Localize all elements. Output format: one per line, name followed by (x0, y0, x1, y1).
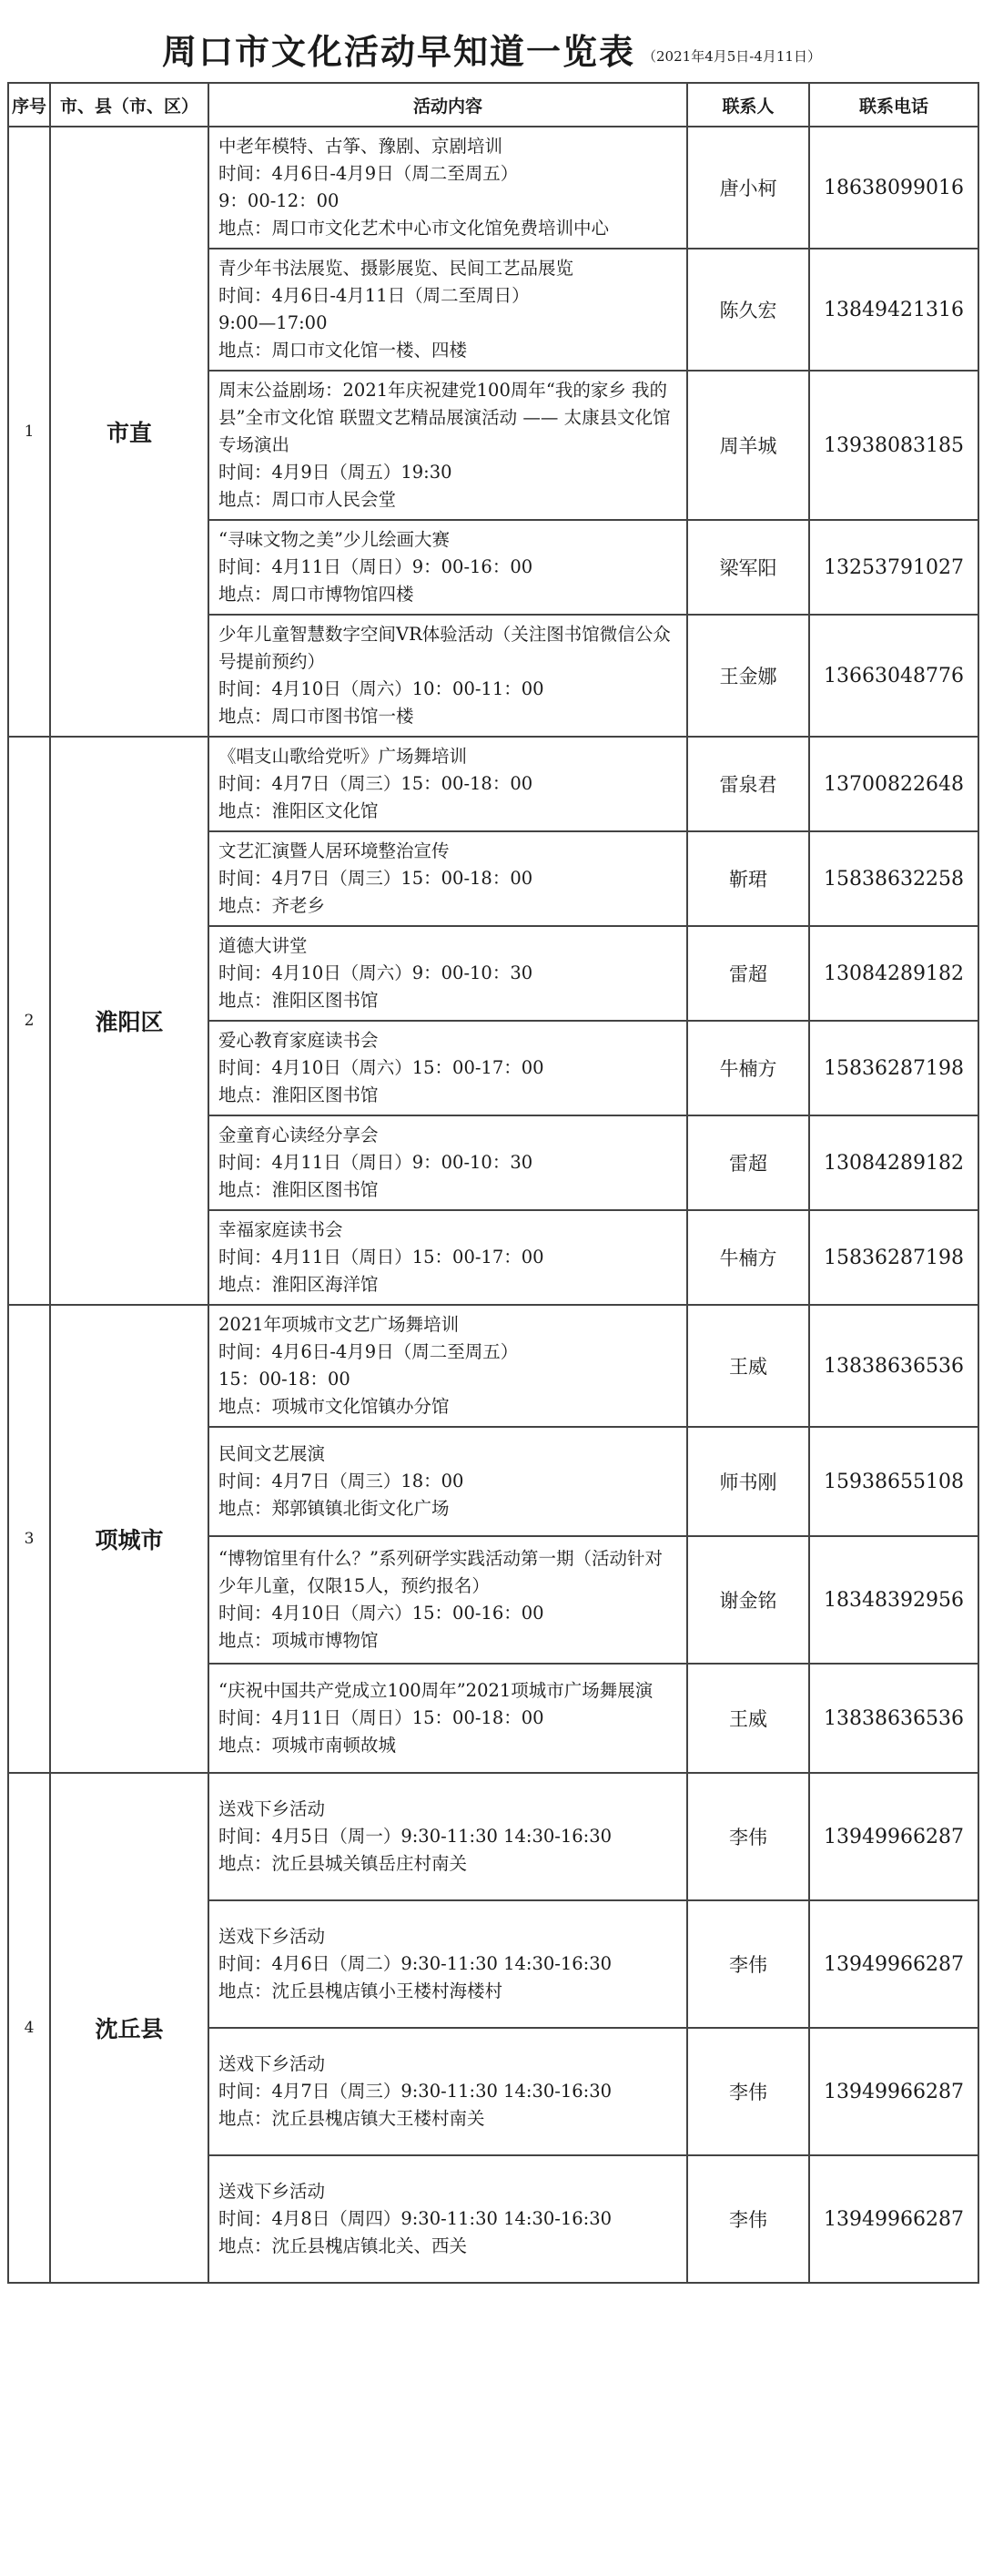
activity-detail: 地点：淮阳区海洋馆 (218, 1274, 379, 1295)
header-phone: 联系电话 (809, 83, 978, 127)
activity-title: 道德大讲堂 (218, 935, 308, 956)
table-row (8, 127, 978, 249)
activity-detail: 地点：沈丘县城关镇岳庄村南关 (218, 1853, 468, 1874)
activity-detail: 地点：淮阳区文化馆 (218, 800, 379, 821)
contact-phone: 13849421316 (809, 249, 978, 371)
group-seq: 4 (8, 1773, 50, 2283)
header-seq: 序号 (8, 83, 50, 127)
activity-table (7, 82, 979, 2284)
activity-detail: 地点：项城市文化馆镇办分馆 (218, 1396, 450, 1417)
activity-detail: 地点：沈丘县槐店镇小王楼村海楼村 (218, 1980, 503, 2001)
activity-content (208, 1900, 687, 2028)
activity-detail: 时间：4月11日（周日）15：00-18：00 (218, 1707, 544, 1728)
contact-person: 李伟 (687, 1773, 809, 1900)
contact-phone: 13663048776 (809, 615, 978, 737)
activity-detail: 地点：淮阳区图书馆 (218, 1179, 379, 1200)
contact-person: 李伟 (687, 1900, 809, 2028)
contact-phone: 13253791027 (809, 520, 978, 615)
group-area: 市直 (50, 127, 208, 737)
group-seq: 2 (8, 737, 50, 1305)
activity-detail: 地点：周口市博物馆四楼 (218, 584, 414, 605)
activity-detail: 时间：4月11日（周日）9：00-16：00 (218, 556, 533, 577)
activity-title: 爱心教育家庭读书会 (218, 1030, 379, 1051)
activity-detail: 地点：周口市文化艺术中心市文化馆免费培训中心 (218, 218, 610, 239)
activity-detail: 地点：周口市人民会堂 (218, 489, 397, 510)
activity-detail: 地点：郑郭镇镇北街文化广场 (218, 1498, 450, 1519)
contact-person: 雷超 (687, 926, 809, 1021)
activity-detail: 时间：4月11日（周日）9：00-10：30 (218, 1152, 533, 1173)
contact-person: 谢金铭 (687, 1536, 809, 1664)
activity-title: “博物馆里有什么？”系列研学实践活动第一期（活动针对少年儿童，仅限15人，预约报名） (218, 1548, 663, 1596)
activity-content (208, 615, 687, 737)
activity-detail: 时间：4月10日（周六）15：00-16：00 (218, 1603, 544, 1624)
activity-detail: 地点：淮阳区图书馆 (218, 990, 379, 1011)
table-row (8, 1305, 978, 1427)
contact-person: 周羊城 (687, 371, 809, 520)
contact-phone: 15838632258 (809, 831, 978, 926)
activity-detail: 时间：4月10日（周六）10：00-11：00 (218, 678, 544, 699)
group-area: 沈丘县 (50, 1773, 208, 2283)
contact-person: 李伟 (687, 2155, 809, 2283)
activity-detail: 时间：4月7日（周三）15：00-18：00 (218, 868, 533, 889)
contact-person: 靳珺 (687, 831, 809, 926)
activity-detail: 时间：4月5日（周一）9:30-11:30 14:30-16:30 (218, 1826, 613, 1847)
contact-phone: 18348392956 (809, 1536, 978, 1664)
header-contact: 联系人 (687, 83, 809, 127)
activity-content (208, 1536, 687, 1664)
activity-detail: 时间：4月9日（周五）19:30 (218, 462, 452, 483)
activity-title: 青少年书法展览、摄影展览、民间工艺品展览 (218, 258, 574, 279)
contact-phone: 13949966287 (809, 2028, 978, 2155)
activity-title: 2021年项城市文艺广场舞培训 (218, 1314, 460, 1335)
contact-person: 唐小柯 (687, 127, 809, 249)
activity-detail: 时间：4月10日（周六）9：00-10：30 (218, 962, 533, 983)
activity-content (208, 1664, 687, 1773)
activity-detail: 时间：4月7日（周三）9:30-11:30 14:30-16:30 (218, 2081, 613, 2102)
activity-content (208, 1427, 687, 1536)
activity-content (208, 1773, 687, 1900)
activity-detail: 时间：4月6日-4月11日（周二至周日） (218, 285, 530, 306)
activity-content (208, 1305, 687, 1427)
activity-detail: 15：00-18：00 (218, 1369, 350, 1390)
contact-phone: 13084289182 (809, 1115, 978, 1210)
activity-detail: 地点：周口市文化馆一楼、四楼 (218, 340, 468, 361)
contact-phone: 13949966287 (809, 2155, 978, 2283)
activity-detail: 地点：项城市博物馆 (218, 1630, 379, 1651)
activity-content (208, 1115, 687, 1210)
activity-detail: 时间：4月6日-4月9日（周二至周五） (218, 163, 519, 184)
contact-phone: 13949966287 (809, 1773, 978, 1900)
activity-content (208, 831, 687, 926)
activity-detail: 时间：4月10日（周六）15：00-17：00 (218, 1057, 544, 1078)
activity-title: 送戏下乡活动 (218, 2053, 326, 2074)
activity-content (208, 1210, 687, 1305)
table-row (8, 737, 978, 831)
activity-detail: 时间：4月6日（周二）9:30-11:30 14:30-16:30 (218, 1953, 613, 1974)
table-header-row (8, 83, 978, 127)
activity-detail: 地点：沈丘县槐店镇北关、西关 (218, 2235, 468, 2256)
activity-title: “庆祝中国共产党成立100周年”2021项城市广场舞展演 (218, 1680, 654, 1701)
contact-phone: 13938083185 (809, 371, 978, 520)
activity-content (208, 2155, 687, 2283)
contact-phone: 15836287198 (809, 1021, 978, 1115)
activity-detail: 地点：沈丘县槐店镇大王楼村南关 (218, 2108, 485, 2129)
contact-person: 梁军阳 (687, 520, 809, 615)
header-area: 市、县（市、区） (50, 83, 208, 127)
activity-title: 周末公益剧场：2021年庆祝建党100周年“我的家乡 我的县”全市文化馆 联盟文艺精品展演活动 —— 太康县文化馆专场演出 (218, 380, 671, 455)
contact-person: 师书刚 (687, 1427, 809, 1536)
activity-title: 少年儿童智慧数字空间VR体验活动（关注图书馆微信公众号提前预约） (218, 624, 671, 672)
activity-content (208, 2028, 687, 2155)
contact-person: 牛楠方 (687, 1021, 809, 1115)
activity-content (208, 249, 687, 371)
contact-person: 雷泉君 (687, 737, 809, 831)
activity-detail: 9：00-12：00 (218, 190, 339, 211)
activity-detail: 时间：4月7日（周三）18：00 (218, 1471, 464, 1492)
activity-title: 金童育心读经分享会 (218, 1125, 379, 1145)
contact-person: 雷超 (687, 1115, 809, 1210)
contact-phone: 15836287198 (809, 1210, 978, 1305)
title-bar (0, 0, 983, 82)
contact-phone: 13700822648 (809, 737, 978, 831)
group-seq: 3 (8, 1305, 50, 1773)
activity-title: 送戏下乡活动 (218, 2181, 326, 2202)
contact-phone: 18638099016 (809, 127, 978, 249)
activity-title: 中老年模特、古筝、豫剧、京剧培训 (218, 136, 503, 157)
activity-content (208, 926, 687, 1021)
header-content: 活动内容 (208, 83, 687, 127)
contact-phone: 13084289182 (809, 926, 978, 1021)
activity-detail: 时间：4月8日（周四）9:30-11:30 14:30-16:30 (218, 2208, 613, 2229)
activity-detail: 地点：周口市图书馆一楼 (218, 706, 414, 727)
activity-detail: 地点：淮阳区图书馆 (218, 1084, 379, 1105)
activity-content (208, 737, 687, 831)
activity-detail: 时间：4月6日-4月9日（周二至周五） (218, 1341, 519, 1362)
activity-detail: 9:00—17:00 (218, 312, 328, 333)
table-row (8, 1773, 978, 1900)
page-subtitle: （2021年4月5日-4月11日） (643, 48, 821, 65)
group-area: 淮阳区 (50, 737, 208, 1305)
contact-phone: 15938655108 (809, 1427, 978, 1536)
activity-title: 民间文艺展演 (218, 1443, 326, 1464)
contact-phone: 13838636536 (809, 1305, 978, 1427)
table-body (8, 127, 978, 2283)
activity-title: 《唱支山歌给党听》广场舞培训 (218, 746, 468, 767)
activity-detail: 时间：4月7日（周三）15：00-18：00 (218, 773, 533, 794)
activity-detail: 时间：4月11日（周日）15：00-17：00 (218, 1247, 544, 1268)
activity-content (208, 127, 687, 249)
contact-phone: 13949966287 (809, 1900, 978, 2028)
activity-content (208, 520, 687, 615)
activity-detail: 地点：齐老乡 (218, 895, 326, 916)
contact-person: 王威 (687, 1664, 809, 1773)
activity-title: “寻味文物之美”少儿绘画大赛 (218, 529, 450, 550)
contact-phone: 13838636536 (809, 1664, 978, 1773)
activity-detail: 地点：项城市南顿故城 (218, 1735, 397, 1756)
contact-person: 牛楠方 (687, 1210, 809, 1305)
contact-person: 李伟 (687, 2028, 809, 2155)
activity-content (208, 1021, 687, 1115)
activity-title: 送戏下乡活动 (218, 1926, 326, 1947)
activity-content (208, 371, 687, 520)
contact-person: 王金娜 (687, 615, 809, 737)
activity-title: 送戏下乡活动 (218, 1798, 326, 1819)
contact-person: 王威 (687, 1305, 809, 1427)
activity-title: 文艺汇演暨人居环境整治宣传 (218, 840, 450, 861)
group-seq: 1 (8, 127, 50, 737)
group-area: 项城市 (50, 1305, 208, 1773)
page-title: 周口市文化活动早知道一览表 (162, 31, 636, 72)
activity-title: 幸福家庭读书会 (218, 1219, 343, 1240)
contact-person: 陈久宏 (687, 249, 809, 371)
